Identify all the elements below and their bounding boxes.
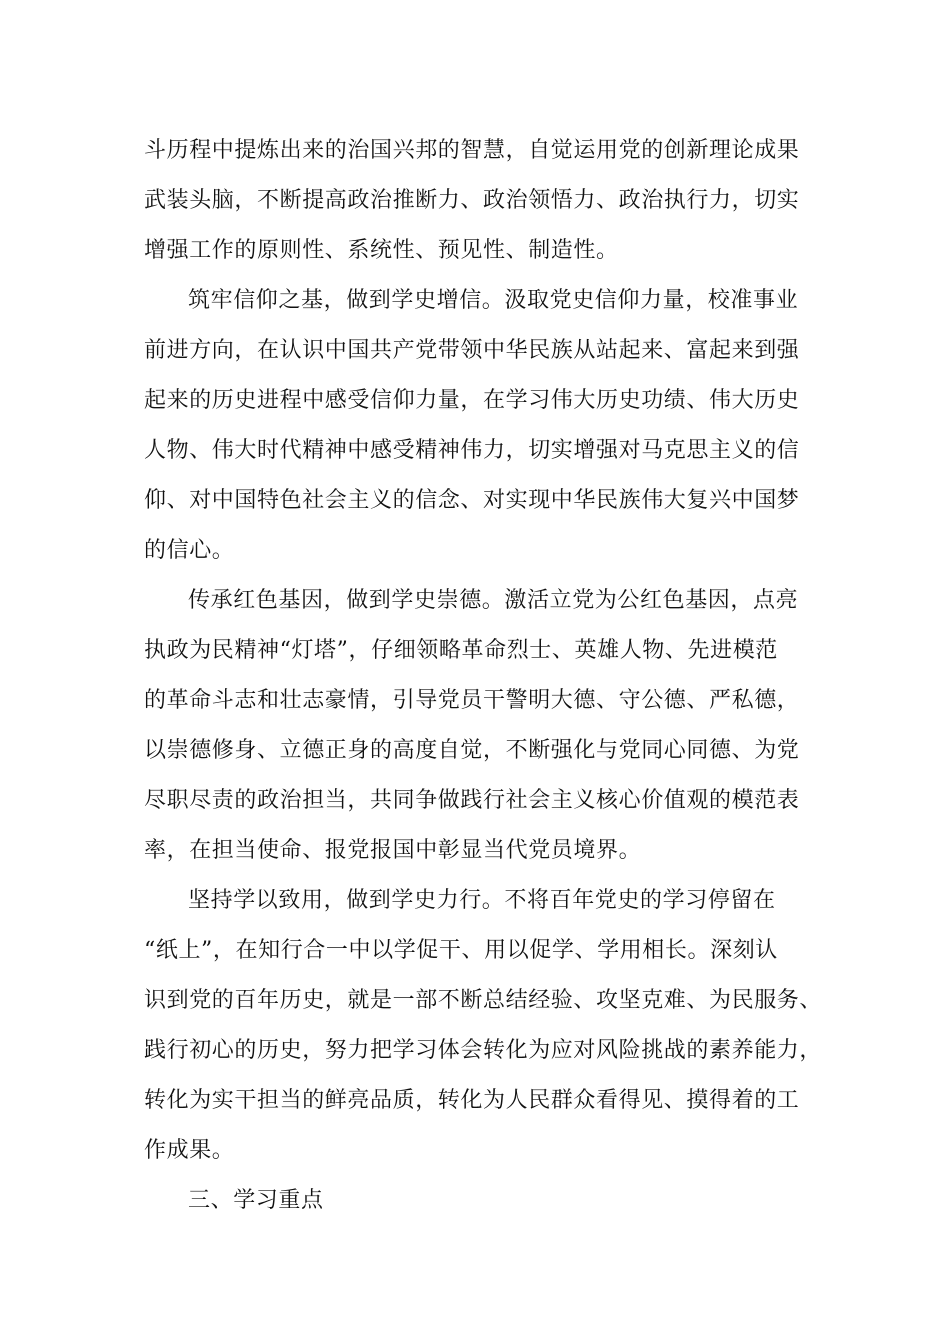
text-line: 作成果。: [144, 1138, 235, 1163]
text-line: 仰、对中国特色社会主义的信念、对实现中华民族伟大复兴中国梦: [144, 488, 800, 513]
text-line: 执政为民精神“灯塔”，仔细领略革命烈士、英雄人物、先进模范: [144, 638, 778, 663]
text-line: 识到党的百年历史，就是一部不断总结经验、攻坚克难、为民服务、: [144, 988, 823, 1013]
text-line: 武装头脑，不断提高政治推断力、政治领悟力、政治执行力，切实: [144, 188, 800, 213]
text-line: 增强工作的原则性、系统性、预见性、制造性。: [144, 238, 619, 263]
paragraph-first-line: 传承红色基因，做到学史崇德。激活立党为公红色基因，点亮: [188, 588, 799, 613]
paragraph-first-line: 坚持学以致用，做到学史力行。不将百年党史的学习停留在: [188, 888, 776, 913]
section-heading: 三、学习重点: [188, 1188, 324, 1213]
text-line: 转化为实干担当的鲜亮品质，转化为人民群众看得见、摸得着的工: [144, 1088, 800, 1113]
text-line: 斗历程中提炼出来的治国兴邦的智慧，自觉运用党的创新理论成果: [144, 138, 800, 163]
text-line: 尽职尽责的政治担当，共同争做践行社会主义核心价值观的模范表: [144, 788, 800, 813]
text-line: 起来的历史进程中感受信仰力量，在学习伟大历史功绩、伟大历史: [144, 388, 800, 413]
text-line: 前进方向，在认识中国共产党带领中华民族从站起来、富起来到强: [144, 338, 800, 363]
text-line: 以崇德修身、立德正身的高度自觉，不断强化与党同心同德、为党: [144, 738, 800, 763]
text-line: 的革命斗志和壮志豪情，引导党员干警明大德、守公德、严私德，: [144, 688, 800, 713]
paragraph-first-line: 筑牢信仰之基，做到学史增信。汲取党史信仰力量，校准事业: [188, 288, 799, 313]
text-line: 率，在担当使命、报党报国中彰显当代党员境界。: [144, 838, 642, 863]
text-line: 践行初心的历史，努力把学习体会转化为应对风险挑战的素养能力，: [144, 1038, 823, 1063]
text-line: 的信心。: [144, 538, 235, 563]
text-line: “纸上”，在知行合一中以学促干、用以促学、学用相长。深刻认: [144, 938, 778, 963]
text-line: 人物、伟大时代精神中感受精神伟力，切实增强对马克思主义的信: [144, 438, 800, 463]
